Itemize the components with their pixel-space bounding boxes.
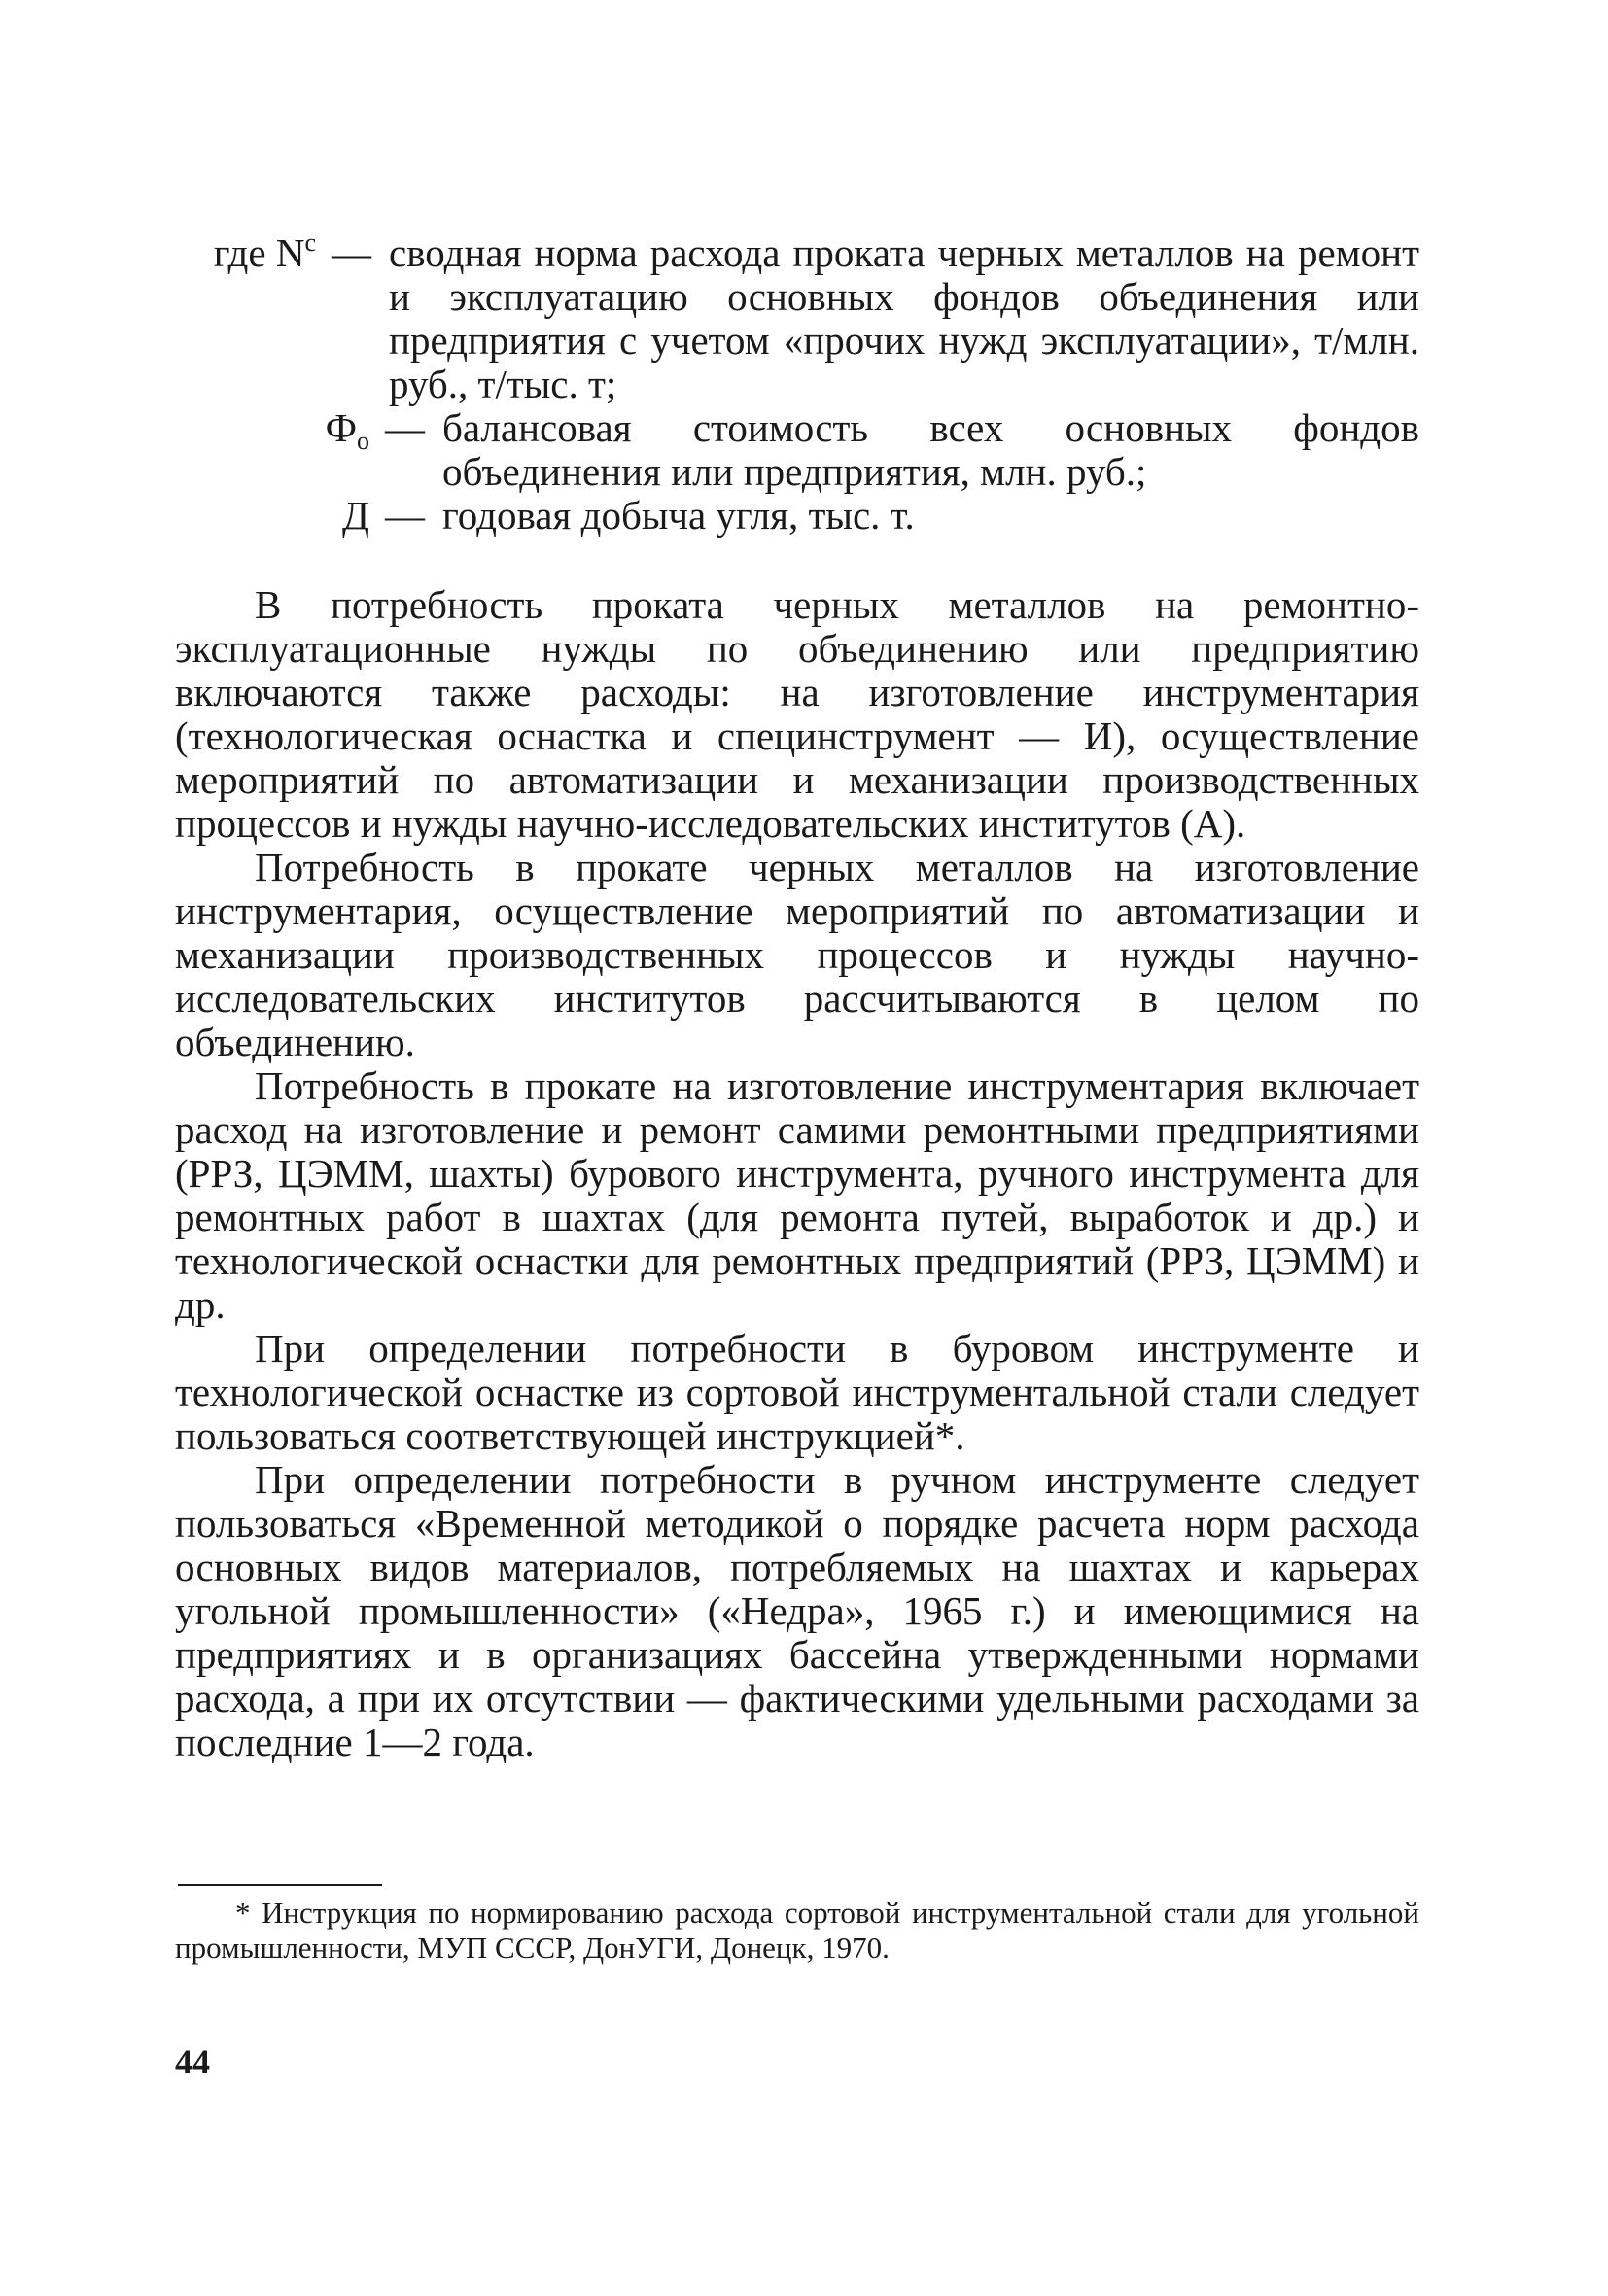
paragraph: При определении потребности в ручном инструменте следует пользоваться «Временной методикой о порядке расчета норм расхода основных видов материалов, потребляемых на шахтах и карьерах угольной промышленности» («Недра», 1965 г.) и имеющимися на предприятиях и в организациях бассейна утвержденными нормами расхода, а при их отсутствии — фактическими удельными расходами за последние 1—2 года. bbox=[175, 1457, 1419, 1764]
footnote-separator bbox=[178, 1884, 382, 1886]
paragraph: Потребность в прокате на изготовление инструментария включает расход на изготовление и ремонт самими ремонтными предприятиями (РРЗ, ЦЭММ, шахты) бурового инструмента, ручного инструмента для ремонтных работ в шахтах (для ремонта путей, выработок и др.) и технологической оснастки для ремонтных предприятий (РРЗ, ЦЭММ) и др. bbox=[175, 1063, 1419, 1327]
definitions-list bbox=[175, 228, 1419, 538]
definition-item bbox=[175, 228, 1419, 406]
definition-dash: — bbox=[332, 230, 371, 275]
definition-term: Д bbox=[342, 493, 369, 538]
body-text bbox=[175, 583, 1419, 1764]
definition-term: $Ф_о$ bbox=[325, 405, 369, 455]
paragraph: Потребность в прокате черных металлов на изготовление инструментария, осуществление мероприятий по автоматизации и механизации производственных процессов и нужды научно-исследовательских институтов рассчитываются в целом по объединению. bbox=[175, 845, 1419, 1064]
definition-text: балансовая стоимость всех основных фондов объединения или предприятия, млн. руб.; bbox=[442, 405, 1419, 494]
footnote-marker: * bbox=[235, 1896, 251, 1930]
definition-text: сводная норма расхода проката черных металлов на ремонт и эксплуатацию основных фондов объединения или предприятия с учетом «прочих нужд эксплуатации», т/млн. руб., т/тыс. т; bbox=[389, 230, 1419, 406]
definition-text: годовая добыча угля, тыс. т. bbox=[442, 493, 915, 538]
page-number: 44 bbox=[175, 2042, 210, 2081]
footnote bbox=[175, 1896, 1419, 1966]
footnote-text: Инструкция по нормированию расхода сортовой инструментальной стали для угольной промышленности, МУП СССР, ДонУГИ, Донецк, 1970. bbox=[175, 1896, 1419, 1965]
definition-item bbox=[175, 494, 1419, 538]
paragraph: В потребность проката черных металлов на ремонтно-эксплуатационные нужды по объединению или предприятию включаются также расходы: на изготовление инструментария (технологическая оснастка и специнструмент — И), осуществление мероприятий по автоматизации и механизации производственных процессов и нужды научно-исследовательских институтов (А). bbox=[175, 582, 1419, 846]
definition-term: где $N^c$ bbox=[213, 228, 316, 275]
definition-dash: — bbox=[385, 493, 425, 538]
paragraph: При определении потребности в буровом инструменте и технологической оснастке из сортовой инструментальной стали следует пользоваться соответствующей инструкцией*. bbox=[175, 1326, 1419, 1458]
definition-item bbox=[175, 406, 1419, 494]
definition-dash: — bbox=[385, 405, 425, 450]
